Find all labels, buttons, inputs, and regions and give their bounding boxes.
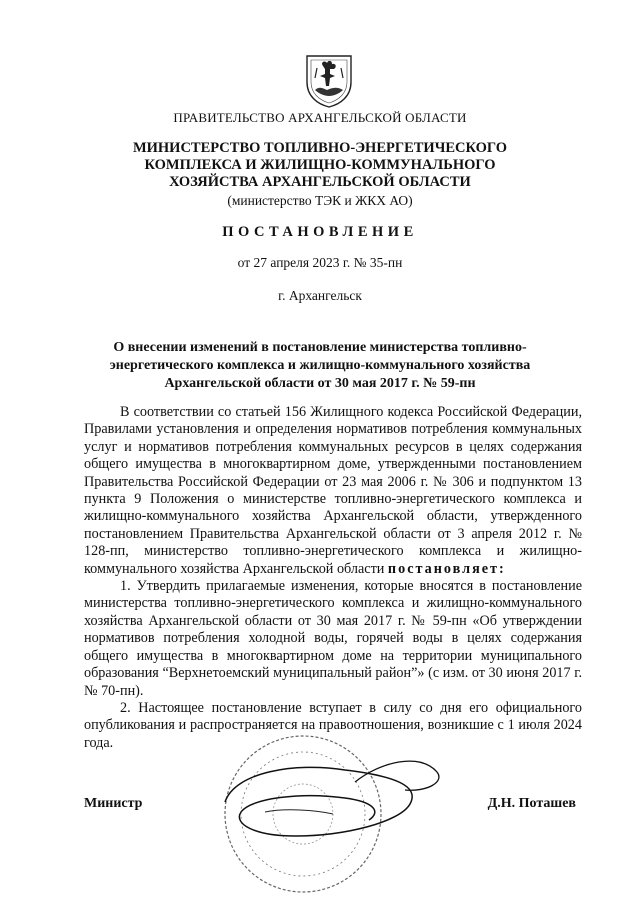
document-city: г. Архангельск [278,288,362,303]
resolves-word: постановляет: [387,560,506,577]
document-title [0,339,640,393]
document-date-number: от 27 апреля 2023 г. № 35-пн [237,255,403,270]
preamble-paragraph [84,404,582,578]
coat-of-arms-emblem [303,52,355,108]
item-1-paragraph: 1. Утвердить прилагаемые изменения, которые вносятся в постановление министерства топливно-энергетического комплекса и жилищно-коммунального хозяйства Архангельской области от 30 мая 2017 г. № 59-пн «Об утверждении нормативов потребления холодной воды, горячей воды в целях содержания общего имущества в многоквартирном доме на территории муниципального образования “Верхнетоемский муниципальный район”» (с изм. от 30 июня 2017 г. № 70-пн). [84,578,582,699]
ministry-name-line: КОМПЛЕКСА И ЖИЛИЩНО-КОММУНАЛЬНОГО [144,157,496,173]
government-name: ПРАВИТЕЛЬСТВО АРХАНГЕЛЬСКОЙ ОБЛАСТИ [173,110,467,125]
ministry-short-name: (министерство ТЭК и ЖКХ АО) [227,193,413,208]
ministry-name-line: ХОЗЯЙСТВА АРХАНГЕЛЬСКОЙ ОБЛАСТИ [169,174,471,190]
document-title-line: энергетического комплекса и жилищно-коммунального хозяйства [109,358,531,373]
signatory-name: Д.Н. Поташев [487,796,576,811]
signatory-position: Министр [84,796,143,811]
document-title-line: О внесении изменений в постановление министерства топливно- [113,340,527,355]
preamble-text: В соответствии со статьей 156 Жилищного кодекса Российской Федерации, Правилами установления и определения нормативов потребления коммунальных услуг и нормативов потребления коммунальных ресурсов в целях содержания общего имущества в многоквартирном доме, утвержденными постановлением Правительства Российской Федерации от 23 мая 2006 г. № 306 и подпунктом 13 пункта 9 Положения о министерстве топливно-энергетического комплекса и жилищно-коммунального хозяйства Архангельской области, утвержденного постановлением Правительства Архангельской области от 3 апреля 2012 г. № 128-пп, министерство топливно-энергетического комплекса и жилищно-коммунального хозяйства Архангельской области [84,404,582,577]
document-body [84,404,582,752]
signature-mark [205,742,455,862]
document-title-line: Архангельской области от 30 мая 2017 г. № 59-пн [164,376,476,391]
ministry-name [0,140,640,191]
ministry-name-line: МИНИСТЕРСТВО ТОПЛИВНО-ЭНЕРГЕТИЧЕСКОГО [132,140,508,156]
item-2-paragraph: 2. Настоящее постановление вступает в силу со дня его официального опубликования и распространяется на правоотношения, возникшие с 1 июля 2024 года. [84,699,582,751]
document-type: ПОСТАНОВЛЕНИЕ [222,224,418,240]
